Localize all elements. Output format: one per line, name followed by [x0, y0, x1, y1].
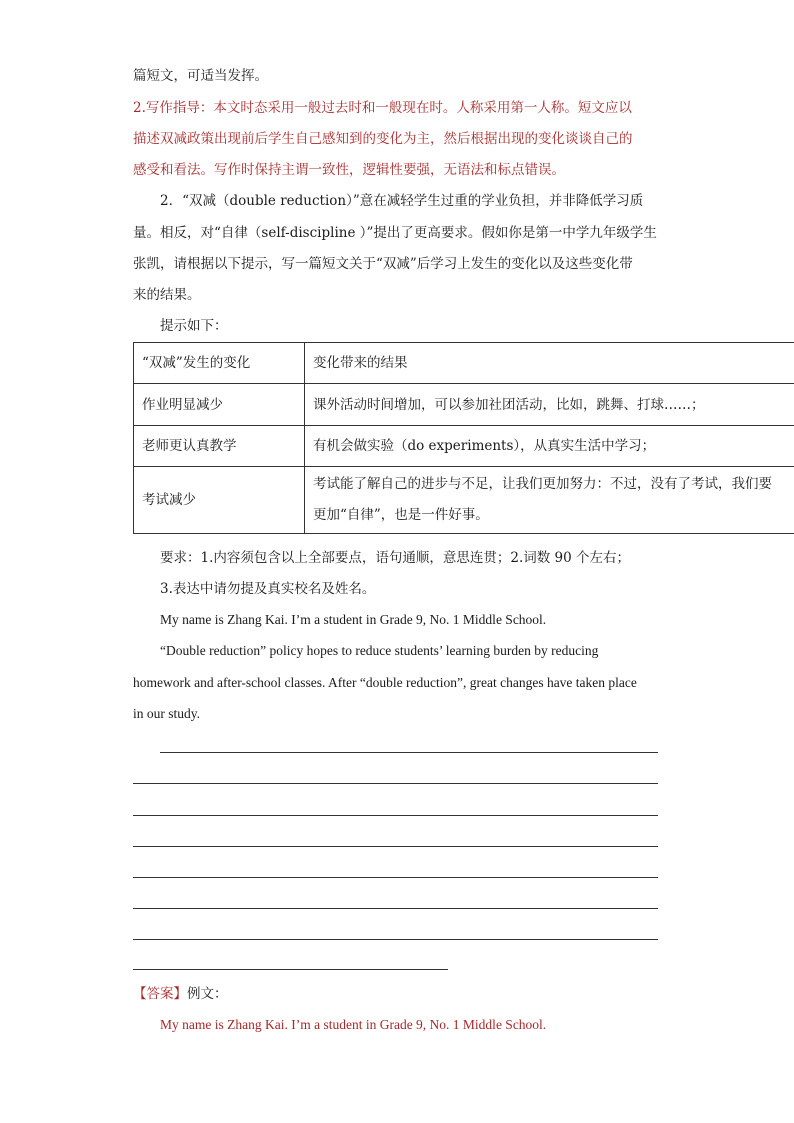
passage-line-1: My name is Zhang Kai. I’m a student in Grade 9, No. 1 Middle School.	[160, 612, 547, 627]
writing-guide-line-3: 感受和看法。写作时保持主谓一致性，逻辑性要强，无语法和标点错误。	[133, 162, 565, 178]
passage-line-3: homework and after-school classes. After “double reduction”, great changes have taken place	[133, 675, 637, 690]
question-line-4: 来的结果。	[133, 287, 201, 303]
table-row	[134, 426, 794, 467]
requirements-line-2: 3.表达中请勿提及真实校名及姓名。	[160, 581, 376, 597]
answer-blank-line[interactable]	[133, 877, 658, 878]
table-cell: 考试减少	[134, 467, 305, 534]
question-line-3: 张凯，请根据以下提示，写一篇短文关于“双减”后学习上发生的变化以及这些变化带	[133, 256, 633, 272]
table-cell-multiline	[305, 467, 794, 534]
answer-blank-line[interactable]	[133, 783, 658, 784]
answer-line-1: My name is Zhang Kai. I’m a student in Grade 9, No. 1 Middle School.	[160, 1017, 547, 1032]
table-row	[134, 467, 794, 534]
table-cell: 有机会做实验（do experiments），从真实生活中学习；	[305, 426, 794, 467]
table-cell: 作业明显减少	[134, 384, 305, 426]
table-row	[134, 384, 794, 426]
answer-label: 例文：	[187, 986, 228, 1002]
passage-line-2: “Double reduction” policy hopes to reduce students’ learning burden by reducing	[160, 643, 599, 658]
answer-blank-line[interactable]	[133, 969, 448, 970]
answer-blank-line[interactable]	[133, 815, 658, 816]
answer-blank-line[interactable]	[133, 908, 658, 909]
writing-guide-line-2: 描述双减政策出现前后学生自己感知到的变化为主，然后根据出现的变化谈谈自己的	[133, 131, 633, 147]
table-header-cell: “双减”发生的变化	[134, 343, 305, 384]
table-cell-text: 考试能了解自己的进步与不足，让我们更加努力：不过，没有了考试，我们要 更加“自律”，也是一件好事。	[313, 476, 772, 523]
writing-guide-line-1: 2.写作指导：本文时态采用一般过去时和一般现在时。人称采用第一人称。短文应以	[133, 100, 632, 116]
table-header-cell: 变化带来的结果	[305, 343, 794, 384]
table-cell: 课外活动时间增加，可以参加社团活动，比如，跳舞、打球……；	[305, 384, 794, 426]
answer-blank-line[interactable]	[133, 846, 658, 847]
answer-blank-line[interactable]	[133, 939, 658, 940]
table-cell: 老师更认真教学	[134, 426, 305, 467]
table-header-row	[134, 343, 794, 384]
question-line-1: 2．“双减（double reduction）”意在减轻学生过重的学业负担，并非降低学习质	[160, 193, 644, 209]
passage-line-4: in our study.	[133, 706, 200, 721]
requirements-line-1: 要求：1.内容须包含以上全部要点，语句通顺，意思连贯；2.词数 90 个左右；	[160, 550, 631, 566]
hint-label: 提示如下：	[160, 318, 228, 334]
question-line-2: 量。相反，对“自律（self-discipline ）”提出了更高要求。假如你是第一中学九年级学生	[133, 225, 657, 241]
intro-tail: 篇短文，可适当发挥。	[133, 68, 268, 84]
answer-tag: 【答案】	[133, 986, 187, 1002]
hint-table	[133, 342, 794, 534]
answer-heading	[133, 984, 228, 1004]
answer-blank-line[interactable]	[160, 752, 658, 753]
